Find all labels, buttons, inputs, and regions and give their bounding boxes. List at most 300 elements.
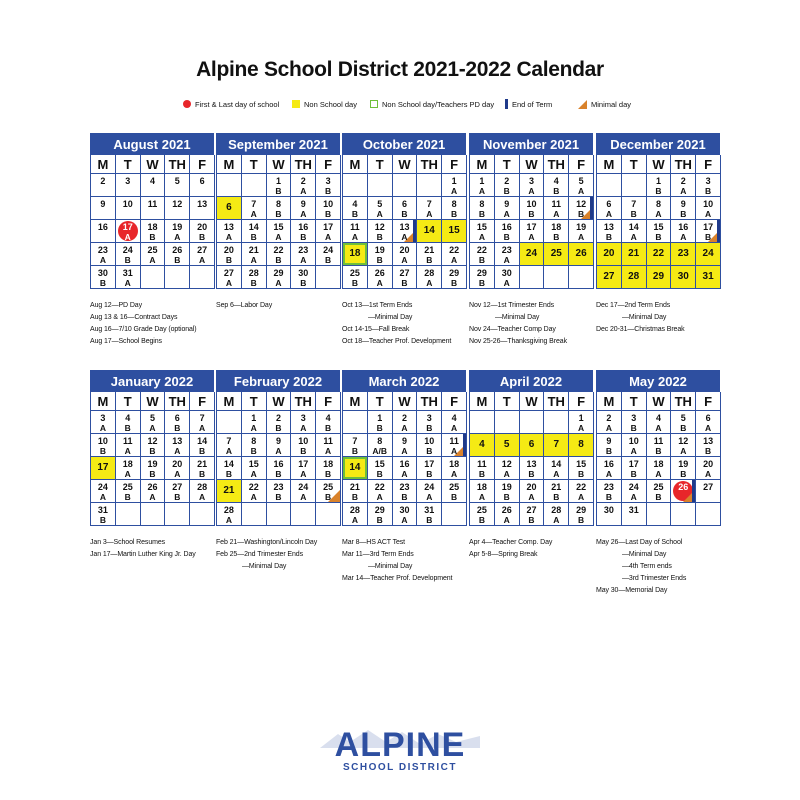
ab-day-label: A — [174, 232, 181, 242]
day-cell — [442, 197, 467, 220]
day-cell — [165, 174, 190, 197]
weekday-header: F — [696, 155, 721, 174]
day-number: 23 — [97, 245, 108, 255]
day-number: 8 — [251, 436, 257, 446]
month-grid — [90, 392, 214, 526]
day-cell — [417, 266, 442, 289]
day-number: 13 — [172, 436, 183, 446]
day-number: 13 — [603, 222, 614, 232]
day-cell — [520, 503, 545, 526]
ab-day-label: A — [199, 423, 206, 433]
day-number: 6 — [606, 199, 612, 209]
ab-day-label: A — [275, 446, 282, 456]
day-number: 7 — [199, 413, 205, 423]
day-number: 11 — [122, 436, 133, 446]
day-cell — [116, 174, 141, 197]
month-grid — [469, 392, 593, 526]
day-number: 21 — [628, 248, 640, 259]
month-calendar — [469, 370, 593, 526]
weekday-header: TH — [291, 392, 316, 411]
ab-day-label: A — [503, 278, 510, 288]
empty-cell — [316, 503, 341, 526]
day-number: 24 — [323, 245, 334, 255]
day-cell — [470, 434, 495, 457]
ab-day-label: B — [553, 186, 560, 196]
day-number: 17 — [526, 222, 537, 232]
day-cell — [470, 503, 495, 526]
day-cell — [393, 411, 418, 434]
day-cell — [696, 434, 721, 457]
day-number: 4 — [553, 176, 559, 186]
day-cell — [267, 220, 292, 243]
day-cell — [671, 434, 696, 457]
day-cell — [91, 503, 116, 526]
day-number: 20 — [703, 459, 714, 469]
day-number: 21 — [248, 245, 259, 255]
day-cell — [569, 174, 594, 197]
day-number: 17 — [703, 222, 714, 232]
ab-day-label: A — [528, 492, 535, 502]
day-cell — [622, 411, 647, 434]
ab-day-label: B — [149, 469, 156, 479]
day-number: 4 — [352, 199, 358, 209]
ab-day-label: A — [99, 255, 106, 265]
day-cell — [141, 480, 166, 503]
note-line: —4th Term ends — [622, 563, 672, 570]
day-number: 29 — [576, 505, 587, 515]
day-cell — [470, 480, 495, 503]
day-number: 24 — [628, 482, 639, 492]
ab-day-label: B — [325, 209, 332, 219]
day-cell — [316, 480, 341, 503]
day-number: 1 — [275, 176, 281, 186]
day-cell — [520, 174, 545, 197]
empty-cell — [368, 174, 393, 197]
ab-day-label: B — [705, 232, 712, 242]
day-number: 9 — [100, 199, 106, 209]
ab-day-label: A — [300, 255, 307, 265]
ab-day-label: A — [275, 232, 282, 242]
month-calendar — [90, 133, 214, 289]
day-cell — [393, 434, 418, 457]
legend-label: First & Last day of school — [195, 99, 280, 109]
day-number: 24 — [424, 482, 435, 492]
ab-day-label: B — [124, 423, 131, 433]
day-number: 8 — [377, 436, 383, 446]
day-cell — [520, 457, 545, 480]
day-cell — [671, 197, 696, 220]
ab-day-label: A — [426, 278, 433, 288]
ab-day-label: A — [680, 232, 687, 242]
ab-day-label: A — [578, 492, 585, 502]
day-cell — [647, 243, 672, 266]
day-number: 24 — [702, 248, 714, 259]
day-number: 2 — [275, 413, 281, 423]
day-cell — [343, 220, 368, 243]
ab-day-label: B — [426, 446, 433, 456]
weekday-header: T — [495, 392, 520, 411]
ab-day-label: A — [124, 232, 131, 242]
empty-cell — [242, 503, 267, 526]
day-cell — [116, 266, 141, 289]
day-cell — [417, 411, 442, 434]
day-number: 3 — [528, 176, 534, 186]
day-cell — [442, 220, 467, 243]
note-line: —Minimal Day — [495, 314, 540, 321]
day-number: 27 — [223, 268, 234, 278]
weekday-header: F — [569, 155, 594, 174]
empty-cell — [291, 503, 316, 526]
day-cell — [316, 243, 341, 266]
day-number: 9 — [275, 436, 281, 446]
ab-day-label: A — [275, 278, 282, 288]
day-number: 15 — [476, 222, 487, 232]
weekday-header: M — [217, 392, 242, 411]
day-cell — [544, 243, 569, 266]
ab-day-label: A — [630, 232, 637, 242]
day-number: 8 — [451, 199, 457, 209]
month-title: October 2021 — [342, 133, 466, 155]
day-cell — [242, 197, 267, 220]
ab-day-label: B — [275, 255, 282, 265]
ab-day-label: A — [325, 232, 332, 242]
day-cell — [495, 457, 520, 480]
day-cell — [116, 457, 141, 480]
day-number: 11 — [350, 222, 360, 232]
day-number: 21 — [197, 459, 208, 469]
ab-day-label: B — [174, 255, 181, 265]
day-cell — [495, 266, 520, 289]
day-cell — [141, 220, 166, 243]
ab-day-label: A — [250, 255, 257, 265]
day-number: 14 — [551, 459, 562, 469]
ab-day-label: B — [401, 492, 408, 502]
empty-cell — [242, 174, 267, 197]
day-cell — [544, 197, 569, 220]
day-cell — [520, 243, 545, 266]
weekday-header: T — [622, 392, 647, 411]
day-number: 8 — [655, 199, 661, 209]
day-number: 4 — [479, 439, 485, 450]
day-cell — [368, 434, 393, 457]
note-line: Mar 8—HS ACT Test — [342, 539, 406, 546]
month-calendar — [342, 370, 466, 526]
day-number: 28 — [197, 482, 208, 492]
ab-day-label: B — [351, 278, 358, 288]
ab-day-label: B — [451, 278, 458, 288]
legend-label: Non School day/Teachers PD day — [382, 99, 495, 109]
ab-day-label: B — [275, 492, 282, 502]
day-number: 14 — [197, 436, 208, 446]
ab-day-label: B — [605, 492, 612, 502]
ab-day-label: B — [99, 446, 106, 456]
ab-day-label: B — [451, 209, 458, 219]
empty-cell — [190, 266, 215, 289]
day-cell — [696, 174, 721, 197]
blue-bar-icon — [505, 99, 508, 109]
day-number: 24 — [97, 482, 108, 492]
ab-day-label: B — [478, 515, 485, 525]
day-cell — [393, 457, 418, 480]
day-number: 27 — [197, 245, 208, 255]
day-cell — [190, 174, 215, 197]
weekday-header: T — [368, 392, 393, 411]
ab-day-label: A — [351, 232, 358, 242]
empty-cell — [520, 411, 545, 434]
day-cell — [116, 480, 141, 503]
day-number: 26 — [575, 248, 587, 259]
month-grid — [596, 155, 720, 289]
ab-day-label: A — [174, 469, 181, 479]
weekday-header: F — [316, 155, 341, 174]
day-number: 7 — [352, 436, 358, 446]
day-cell — [417, 197, 442, 220]
day-cell — [141, 411, 166, 434]
note-line: Nov 24—Teacher Comp Day — [469, 326, 556, 333]
ab-day-label: A — [199, 492, 206, 502]
note-line: Oct 13—1st Term Ends — [342, 302, 413, 309]
ab-day-label: A — [655, 209, 662, 219]
day-number: 14 — [423, 225, 435, 236]
day-cell — [291, 220, 316, 243]
day-number: 20 — [526, 482, 537, 492]
note-line: May 26—Last Day of School — [596, 539, 683, 546]
note-line: Jan 17—Martin Luther King Jr. Day — [90, 551, 196, 558]
day-cell — [368, 197, 393, 220]
day-number: 24 — [525, 248, 538, 259]
empty-cell — [442, 503, 467, 526]
day-cell — [91, 197, 116, 220]
day-number: 24 — [298, 482, 309, 492]
day-number: 1 — [377, 413, 383, 423]
ab-day-label: A — [250, 492, 257, 502]
day-number: 18 — [449, 459, 460, 469]
day-cell — [442, 266, 467, 289]
weekday-header: TH — [671, 155, 696, 174]
empty-cell — [190, 503, 215, 526]
day-number: 18 — [349, 248, 361, 259]
alpine-logo — [320, 728, 480, 774]
ab-day-label: B — [250, 278, 257, 288]
ab-day-label: A — [705, 469, 712, 479]
month-title: March 2022 — [342, 370, 466, 392]
ab-day-label: B — [250, 232, 257, 242]
ab-day-label: B — [199, 232, 206, 242]
day-cell — [242, 266, 267, 289]
day-number: 18 — [147, 222, 158, 232]
day-cell — [116, 434, 141, 457]
note-line: Aug 16—7/10 Grade Day (optional) — [90, 326, 197, 333]
ab-day-label: B — [578, 469, 585, 479]
ab-day-label: B — [655, 492, 662, 502]
day-number: 25 — [550, 248, 562, 259]
day-cell — [242, 434, 267, 457]
ab-day-label: A — [401, 423, 408, 433]
logo-word: ALPINE — [334, 726, 466, 764]
day-number: 30 — [298, 268, 309, 278]
month-title: December 2021 — [596, 133, 720, 155]
ab-day-label: A — [553, 469, 560, 479]
ab-day-label: A — [225, 446, 232, 456]
day-number: 4 — [451, 413, 457, 423]
day-number: 28 — [223, 505, 234, 515]
day-cell — [647, 457, 672, 480]
day-cell — [544, 503, 569, 526]
ab-day-label: A — [478, 492, 485, 502]
ab-day-label: A — [124, 278, 131, 288]
day-cell — [671, 266, 696, 289]
day-number: 29 — [476, 268, 487, 278]
ab-day-label: A — [300, 423, 307, 433]
month-grid — [216, 155, 340, 289]
day-cell — [368, 266, 393, 289]
day-number: 31 — [122, 268, 133, 278]
day-cell — [442, 174, 467, 197]
day-cell — [696, 480, 721, 503]
day-number: 26 — [678, 482, 689, 492]
weekday-header: W — [393, 155, 418, 174]
day-cell — [343, 457, 368, 480]
ab-day-label: B — [503, 232, 510, 242]
ab-day-label: B — [655, 232, 662, 242]
day-number: 20 — [197, 222, 208, 232]
empty-cell — [343, 411, 368, 434]
ab-day-label: A — [655, 423, 662, 433]
ab-day-label: B — [351, 492, 358, 502]
empty-cell — [393, 174, 418, 197]
day-cell — [393, 266, 418, 289]
day-cell — [368, 220, 393, 243]
day-cell — [696, 457, 721, 480]
day-cell — [316, 197, 341, 220]
day-cell — [696, 243, 721, 266]
day-number: 16 — [603, 459, 614, 469]
day-cell — [91, 266, 116, 289]
day-cell — [267, 457, 292, 480]
day-number: 19 — [576, 222, 587, 232]
note-line: Aug 12—PD Day — [90, 302, 143, 309]
weekday-header: T — [116, 392, 141, 411]
day-cell — [470, 174, 495, 197]
day-cell — [190, 457, 215, 480]
day-number: 31 — [97, 505, 108, 515]
day-cell — [569, 243, 594, 266]
day-cell — [217, 243, 242, 266]
day-cell — [343, 480, 368, 503]
day-number: 17 — [424, 459, 435, 469]
month-grid — [90, 155, 214, 289]
day-cell — [597, 457, 622, 480]
day-cell — [417, 480, 442, 503]
empty-cell — [141, 266, 166, 289]
month-calendar — [342, 133, 466, 289]
day-cell — [622, 220, 647, 243]
ab-day-label: A/B — [372, 446, 388, 456]
ab-day-label: B — [478, 278, 485, 288]
month-grid — [596, 392, 720, 526]
empty-cell — [316, 266, 341, 289]
day-cell — [495, 434, 520, 457]
empty-cell — [597, 174, 622, 197]
day-cell — [343, 197, 368, 220]
day-cell — [393, 480, 418, 503]
day-number: 10 — [628, 436, 639, 446]
day-number: 23 — [399, 482, 410, 492]
day-number: 16 — [97, 222, 108, 232]
day-number: 31 — [702, 271, 714, 282]
day-cell — [267, 411, 292, 434]
day-cell — [671, 243, 696, 266]
day-number: 25 — [323, 482, 334, 492]
ab-day-label: A — [376, 492, 383, 502]
legend-item-pd-day — [370, 98, 494, 110]
day-number: 11 — [653, 436, 664, 446]
ab-day-label: A — [300, 186, 307, 196]
ab-day-label: B — [680, 469, 687, 479]
ab-day-label: A — [655, 469, 662, 479]
ab-day-label: B — [578, 515, 585, 525]
ab-day-label: A — [680, 446, 687, 456]
day-cell — [242, 220, 267, 243]
day-cell — [217, 220, 242, 243]
day-cell — [569, 220, 594, 243]
ab-day-label: B — [376, 423, 383, 433]
ab-day-label: B — [300, 278, 307, 288]
day-number: 16 — [298, 222, 309, 232]
ab-day-label: A — [174, 446, 181, 456]
day-number: 24 — [122, 245, 133, 255]
ab-day-label: A — [250, 469, 257, 479]
day-number: 11 — [477, 459, 487, 469]
day-cell — [696, 197, 721, 220]
ab-day-label: B — [578, 209, 585, 219]
day-number: 12 — [147, 436, 158, 446]
day-cell — [368, 503, 393, 526]
day-cell — [217, 197, 242, 220]
day-number: 23 — [677, 248, 689, 259]
ab-day-label: B — [680, 209, 687, 219]
day-cell — [291, 197, 316, 220]
day-number: 25 — [653, 482, 664, 492]
ab-day-label: B — [325, 255, 332, 265]
red-circle-icon — [183, 100, 191, 108]
weekday-header: F — [569, 392, 594, 411]
day-cell — [622, 243, 647, 266]
day-number: 3 — [125, 176, 131, 186]
ab-day-label: A — [605, 209, 612, 219]
day-number: 9 — [401, 436, 407, 446]
legend-label: Minimal day — [591, 99, 632, 109]
day-number: 7 — [226, 436, 232, 446]
note-line: Dec 17—2nd Term Ends — [596, 302, 671, 309]
day-cell — [393, 243, 418, 266]
weekday-header: TH — [417, 392, 442, 411]
month-notes — [596, 537, 746, 597]
empty-cell — [417, 174, 442, 197]
ab-day-label: A — [605, 423, 612, 433]
ab-day-label: A — [401, 469, 408, 479]
day-number: 25 — [349, 268, 360, 278]
note-line: —Minimal Day — [368, 314, 413, 321]
day-number: 2 — [401, 413, 407, 423]
ab-day-label: A — [451, 469, 458, 479]
day-number: 31 — [628, 505, 639, 515]
day-number: 27 — [703, 482, 714, 492]
weekday-header: W — [141, 392, 166, 411]
day-cell — [393, 503, 418, 526]
ab-day-label: B — [225, 469, 232, 479]
day-number: 22 — [449, 245, 460, 255]
